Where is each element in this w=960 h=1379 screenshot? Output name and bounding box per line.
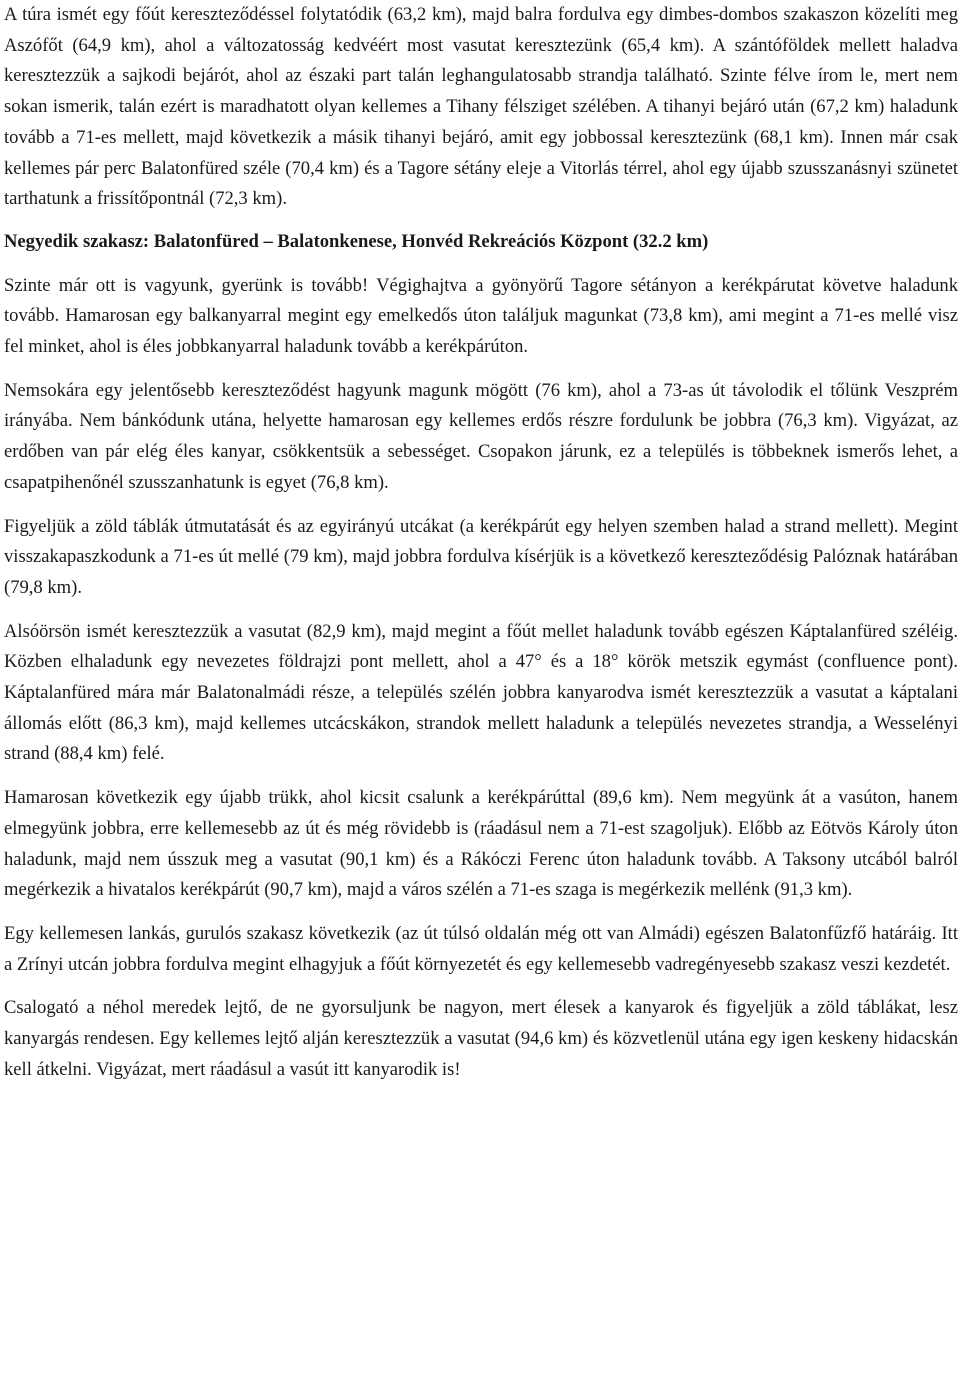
paragraph-tagore-promenade: Szinte már ott is vagyunk, gyerünk is tovább! Végighajtva a gyönyörű Tagore sétányon a kerékpárutat követve haladunk tovább. Hamarosan egy balkanyarral megint egy emelkedős úton találjuk magunkat (73,8 km), ami megint a 71-es mellé visz fel minket, ahol is éles jobbkanyarral haladunk tovább a kerékpárúton. [4, 274, 958, 358]
paragraph-balatonfuzfo: Egy kellemesen lankás, gurulós szakasz következik (az út túlsó oldalán még ott van Almádi) egészen Balatonfűzfő határáig. Itt a Zrínyi utcán jobbra fordulva megint elhagyjuk a főút környezetét és egy kellemesebb vadregényesebb szakasz veszi kezdetét. [4, 922, 958, 975]
paragraph-steep-descent: Csalogató a néhol meredek lejtő, de ne gyorsuljunk be nagyon, mert élesek a kanyarok és figyeljük a zöld táblákat, lesz kanyargás rendesen. Egy kellemes lejtő alján keresztezzük a vasutat (94,6 km) és közvetlenül utána egy igen keskeny hidacskán kell átkelni. Vigyázat, mert ráadásul a vasút itt kanyarodik is! [4, 997, 958, 1080]
paragraph-csopak: Nemsokára egy jelentősebb kereszteződést hagyunk magunk mögött (76 km), ahol a 73-as út távolodik el tőlünk Veszprém irányába. Nem bánkódunk utána, helyette hamarosan egy kellemes erdős részre fordulunk be jobbra (76,3 km). Vigyázat, az erdőben van pár elég éles kanyar, csökkentsük a sebességet. Csopakon járunk, ez a település is többeknek ismerős lehet, a csapatpihenőnél szusszanhatunk is egyet (76,8 km). [4, 379, 958, 493]
document-page [4, 0, 958, 1086]
section-heading-stage-4: Negyedik szakasz: Balatonfüred – Balatonkenese, Honvéd Rekreációs Központ (32.2 km) [4, 230, 709, 252]
paragraph-tihany-route: A túra ismét egy főút kereszteződéssel folytatódik (63,2 km), majd balra fordulva egy dimbes-dombos szakaszon közelíti meg Aszófőt (64,9 km), ahol a változatosság kedvéért most vasutat keresztezünk (65,4 km). A szántóföldek mellett haladva keresztezzük a sajkodi bejárót, ahol az északi part talán leghangulatosabb strandja található. Szinte félve írom le, mert nem sokan ismerik, talán ezért is maradhatott olyan kellemes a Tihany félsziget szélében. A tihanyi bejáró után (67,2 km) haladunk tovább a 71-es mellett, majd következik a másik tihanyi bejáró, amit egy jobbossal keresztezünk (68,1 km). Innen már csak kellemes pár perc Balatonfüred széle (70,4 km) és a Tagore sétány eleje a Vitorlás térrel, ahol egy újabb szusszanásnyi szünetet tarthatunk a frissítőpontnál (72,3 km). [4, 4, 958, 210]
paragraph-almadi-shortcut: Hamarosan következik egy újabb trükk, ahol kicsit csalunk a kerékpárúttal (89,6 km). Nem megyünk át a vasúton, hanem elmegyünk jobbra, erre kellemesebb az út és még rövidebb is (ráadásul nem a 71-est szagoljuk). Előbb az Eötvös Károly úton haladunk, majd nem ússzuk meg a vasutat (90,1 km) és a Rákóczi Ferenc úton haladunk tovább. A Taksony utcából balról megérkezik a hivatalos kerékpárút (90,7 km), majd a város szélén a 71-es szaga is megérkezik mellénk (91,3 km). [4, 787, 958, 901]
paragraph-paloznak: Figyeljük a zöld táblák útmutatását és az egyirányú utcákat (a kerékpárút egy helyen szemben halad a strand mellett). Megint visszakapaszkodunk a 71-es út mellé (79 km), majd jobbra fordulva kísérjük is a következő kereszteződésig Palóznak határában (79,8 km). [4, 515, 958, 598]
paragraph-alsoors-kaptalanfured: Alsóörsön ismét keresztezzük a vasutat (82,9 km), majd megint a főút mellet haladunk tovább egészen Káptalanfüred széléig. Közben elhaladunk egy nevezetes földrajzi pont mellett, ahol a 47° és a 18° körök metszik egymást (confluence pont). Káptalanfüred mára már Balatonalmádi része, a település szélén jobbra kanyarodva ismét keresztezzük a vasutat a káptalani állomás előtt (86,3 km), majd kellemes utcácskákon, strandok mellett haladunk a település nevezetes strandja, a Wesselényi strand (88,4 km) felé. [4, 620, 958, 765]
